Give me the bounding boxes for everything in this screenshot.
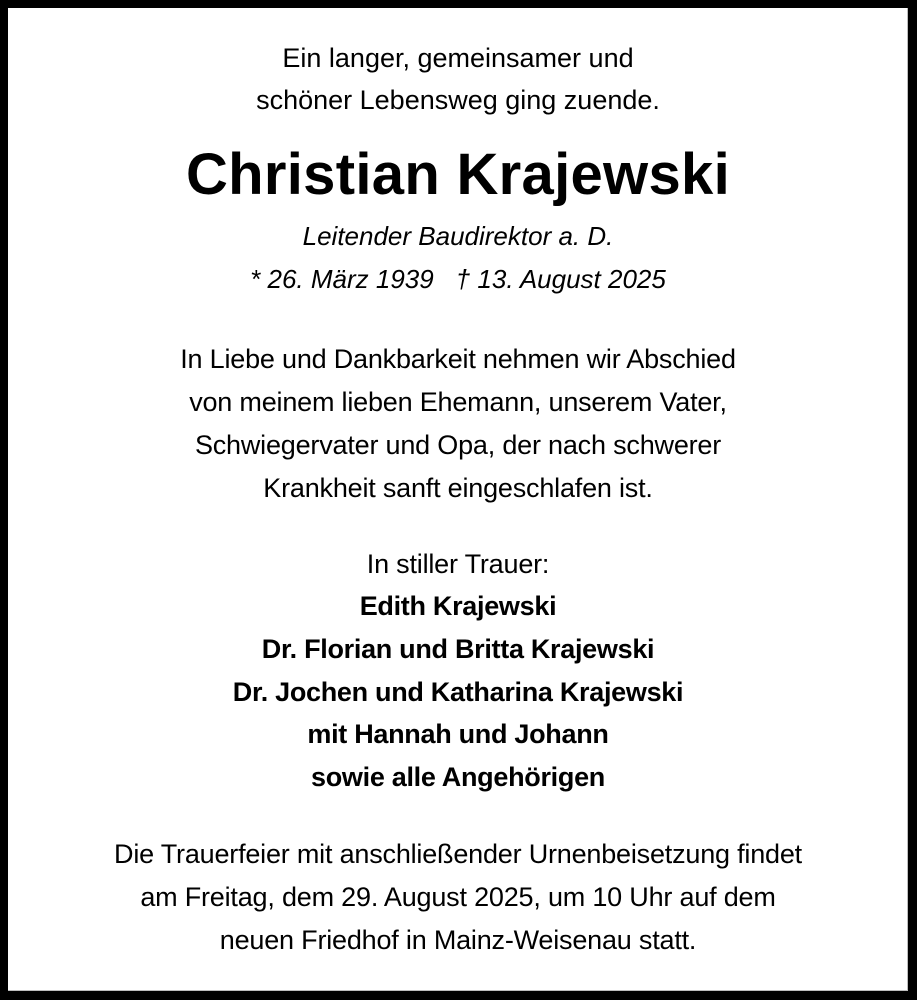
birth-date: 26. März 1939	[267, 264, 434, 294]
life-dates	[8, 266, 908, 292]
message-line-4: Krankheit sanft eingeschlafen ist.	[263, 473, 653, 503]
funeral-line-1: Die Trauerfeier mit anschließender Urnenbeisetzung findet	[114, 839, 802, 869]
mourner-name: sowie alle Angehörigen	[311, 762, 605, 792]
mourner-name: Dr. Jochen und Katharina Krajewski	[232, 677, 684, 707]
mourner-name: Dr. Florian und Britta Krajewski	[261, 634, 655, 664]
deceased-name: Christian Krajewski	[185, 142, 730, 207]
funeral-line-3: neuen Friedhof in Mainz-Weisenau statt.	[219, 925, 697, 955]
message-line-2: von meinem lieben Ehemann, unserem Vater,	[189, 387, 727, 417]
birth-symbol: *	[250, 264, 261, 294]
intro-line-2: schöner Lebensweg ging zuende.	[256, 85, 660, 115]
deceased-title: Leitender Baudirektor a. D.	[302, 221, 614, 251]
message-line-1: In Liebe und Dankbarkeit nehmen wir Abschied	[180, 344, 736, 374]
funeral-line-2: am Freitag, dem 29. August 2025, um 10 Uhr auf dem	[140, 882, 776, 912]
message-line-3: Schwiegervater und Opa, der nach schwerer	[194, 430, 722, 460]
mourner-name: mit Hannah und Johann	[307, 719, 609, 749]
intro-line-1: Ein langer, gemeinsamer und	[282, 43, 634, 73]
mourners-heading: In stiller Trauer:	[366, 549, 550, 579]
obituary-notice	[8, 8, 908, 991]
cross-icon: †	[455, 264, 471, 294]
death-date: 13. August 2025	[477, 264, 666, 294]
mourner-name: Edith Krajewski	[359, 591, 557, 621]
